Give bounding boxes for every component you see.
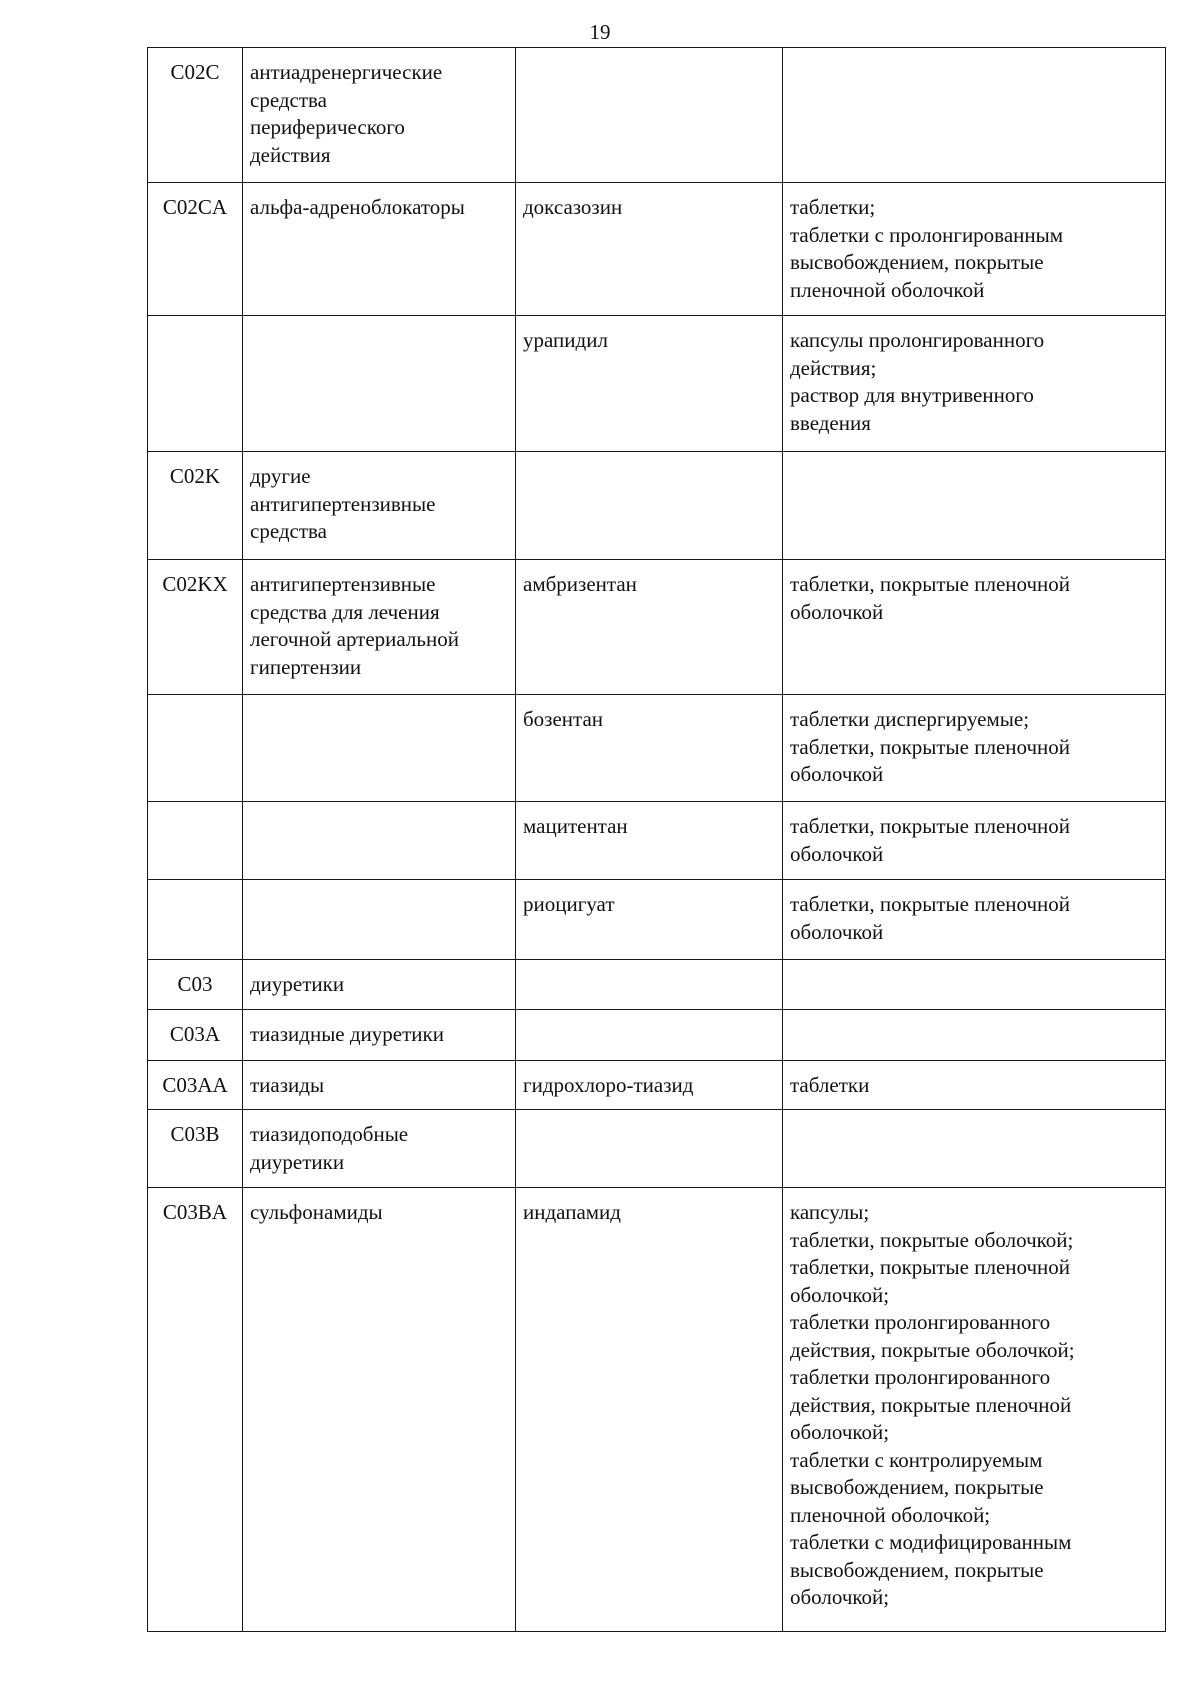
table-body <box>148 48 1166 1632</box>
atc-code-cell: C03A <box>148 1010 243 1061</box>
dosage-form-cell: капсулы; таблетки, покрытые оболочкой; таблетки, покрытые пленочной оболочкой; таблетки пролонгированного действия, покрытые оболочкой; таблетки пролонгированного действия, покрытые пленочной оболочкой; таблетки с контролируемым высвобождением, покрытые пленочной оболочкой; таблетки с модифицированным высвобождением, покрытые оболочкой; <box>783 1188 1166 1632</box>
table-row <box>148 1188 1166 1632</box>
table-row <box>148 960 1166 1010</box>
atc-code-cell: C02K <box>148 452 243 560</box>
dosage-form-cell <box>783 452 1166 560</box>
dosage-form-cell: таблетки, покрытые пленочной оболочкой <box>783 880 1166 960</box>
anatomical-group-cell: другие антигипертензивные средства <box>243 452 516 560</box>
table-row <box>148 316 1166 452</box>
anatomical-group-cell: антиадренергические средства периферического действия <box>243 48 516 183</box>
atc-code-cell: C03 <box>148 960 243 1010</box>
anatomical-group-cell <box>243 695 516 802</box>
anatomical-group-cell: диуретики <box>243 960 516 1010</box>
anatomical-group-cell: тиазиды <box>243 1061 516 1110</box>
drug-name-cell <box>516 1110 783 1188</box>
anatomical-group-cell: сульфонамиды <box>243 1188 516 1632</box>
drug-name-cell: гидрохлоро-тиазид <box>516 1061 783 1110</box>
page-number: 19 <box>589 20 611 44</box>
drug-name-cell <box>516 1010 783 1061</box>
anatomical-group-cell <box>243 802 516 880</box>
table-row <box>148 48 1166 183</box>
drug-name-cell: амбризентан <box>516 560 783 695</box>
table-row <box>148 1010 1166 1061</box>
dosage-form-cell: таблетки, покрытые пленочной оболочкой <box>783 802 1166 880</box>
drug-classification-table <box>147 47 1166 1632</box>
drug-name-cell: индапамид <box>516 1188 783 1632</box>
dosage-form-cell <box>783 1110 1166 1188</box>
dosage-form-cell <box>783 960 1166 1010</box>
table-row <box>148 802 1166 880</box>
dosage-form-cell: таблетки; таблетки с пролонгированным высвобождением, покрытые пленочной оболочкой <box>783 183 1166 316</box>
atc-code-cell <box>148 316 243 452</box>
drug-name-cell: мацитентан <box>516 802 783 880</box>
table-row <box>148 695 1166 802</box>
dosage-form-cell: таблетки диспергируемые; таблетки, покрытые пленочной оболочкой <box>783 695 1166 802</box>
drug-name-cell: бозентан <box>516 695 783 802</box>
dosage-form-cell <box>783 48 1166 183</box>
drug-name-cell: доксазозин <box>516 183 783 316</box>
atc-code-cell: C03BA <box>148 1188 243 1632</box>
anatomical-group-cell: альфа-адреноблокаторы <box>243 183 516 316</box>
atc-code-cell: C02C <box>148 48 243 183</box>
dosage-form-cell: таблетки, покрытые пленочной оболочкой <box>783 560 1166 695</box>
anatomical-group-cell: тиазидные диуретики <box>243 1010 516 1061</box>
atc-code-cell <box>148 802 243 880</box>
table-row <box>148 1061 1166 1110</box>
anatomical-group-cell: тиазидоподобные диуретики <box>243 1110 516 1188</box>
anatomical-group-cell <box>243 880 516 960</box>
anatomical-group-cell: антигипертензивные средства для лечения легочной артериальной гипертензии <box>243 560 516 695</box>
drug-name-cell <box>516 48 783 183</box>
table-row <box>148 1110 1166 1188</box>
drug-name-cell <box>516 452 783 560</box>
drug-name-cell: урапидил <box>516 316 783 452</box>
drug-name-cell: риоцигуат <box>516 880 783 960</box>
anatomical-group-cell <box>243 316 516 452</box>
atc-code-cell: C02KX <box>148 560 243 695</box>
table-row <box>148 183 1166 316</box>
dosage-form-cell: капсулы пролонгированного действия; раствор для внутривенного введения <box>783 316 1166 452</box>
table-row <box>148 880 1166 960</box>
drug-name-cell <box>516 960 783 1010</box>
dosage-form-cell <box>783 1010 1166 1061</box>
atc-code-cell: C02CA <box>148 183 243 316</box>
atc-code-cell: C03B <box>148 1110 243 1188</box>
atc-code-cell: C03AA <box>148 1061 243 1110</box>
table-row <box>148 452 1166 560</box>
table-row <box>148 560 1166 695</box>
atc-code-cell <box>148 880 243 960</box>
dosage-form-cell: таблетки <box>783 1061 1166 1110</box>
atc-code-cell <box>148 695 243 802</box>
